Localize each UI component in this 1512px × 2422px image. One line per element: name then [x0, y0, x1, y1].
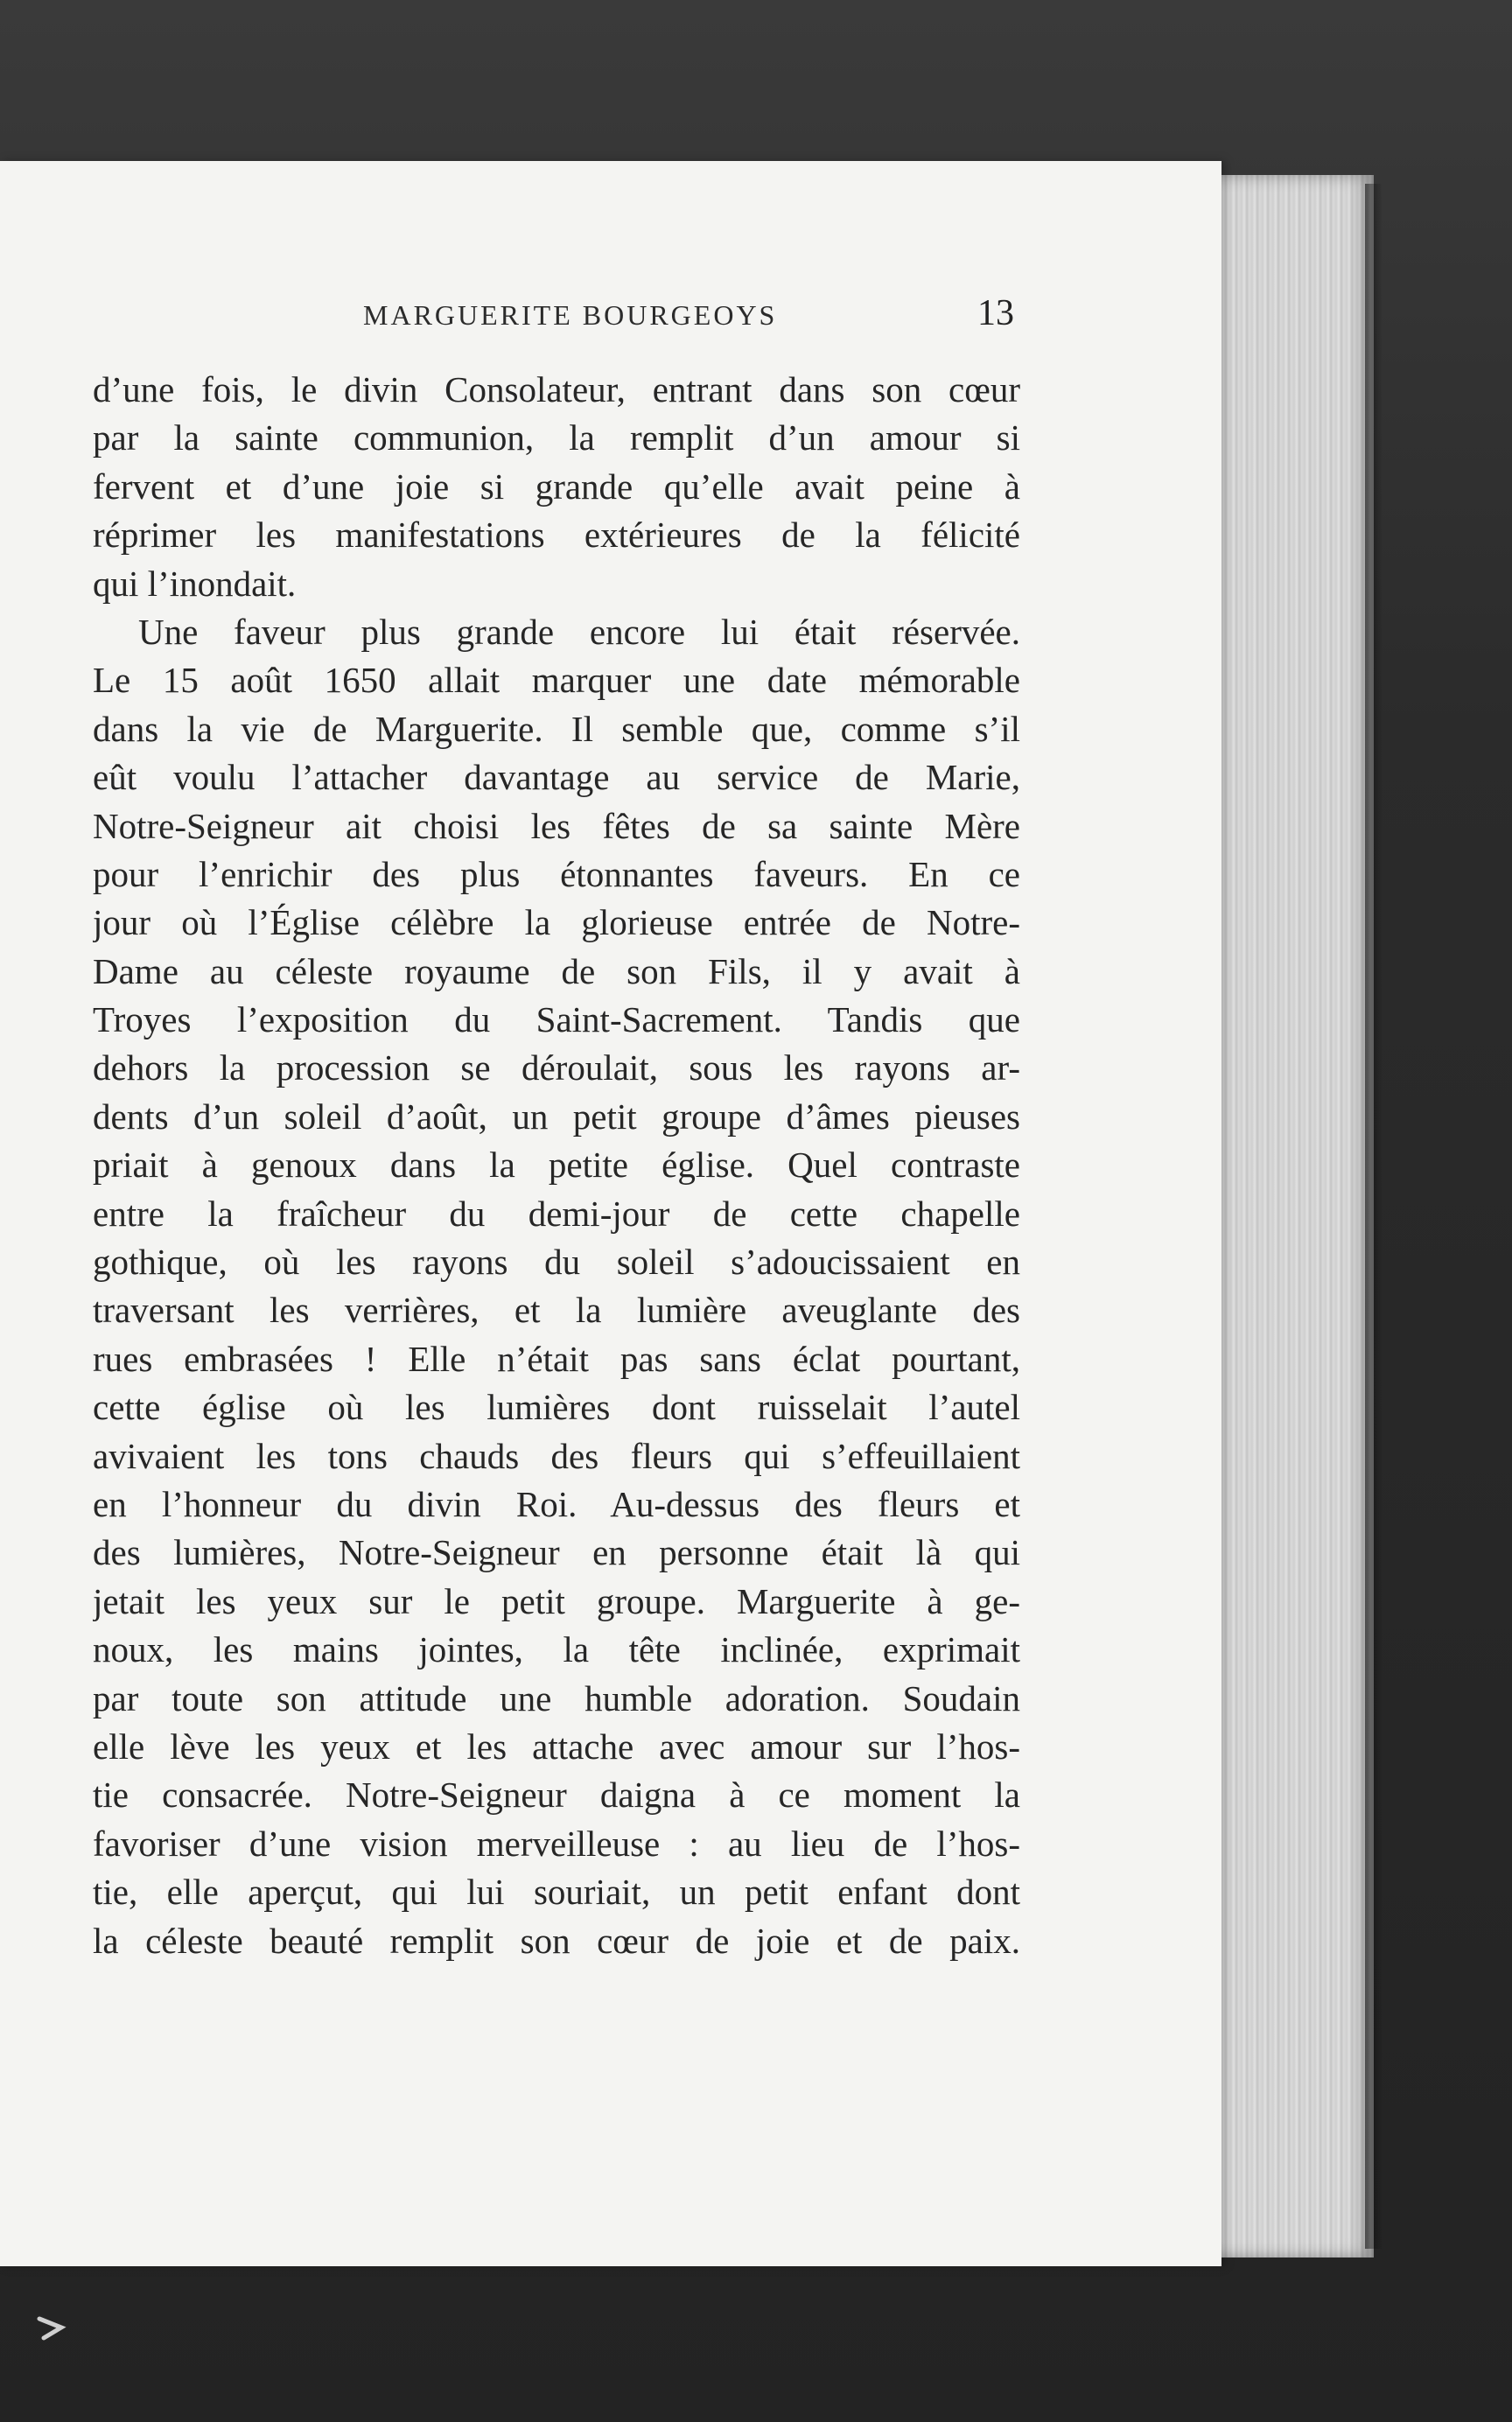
scan-artifact-mark: [35, 2310, 88, 2345]
text-line: Troyes l’exposition du Saint-Sacrement. Tandis que: [93, 999, 1020, 1040]
text-line: par toute son attitude une humble adoration. Soudain: [93, 1677, 1020, 1718]
book-page-edges: [1208, 175, 1374, 2258]
text-line: favoriser d’une vision merveilleuse : au lieu de l’hos-: [93, 1823, 1020, 1864]
text-line: Le 15 août 1650 allait marquer une date mémorable: [93, 660, 1020, 701]
text-line: fervent et d’une joie si grande qu’elle avait peine à: [93, 466, 1020, 507]
running-head: [0, 292, 1222, 345]
text-line: dehors la procession se déroulait, sous les rayons ar-: [93, 1047, 1020, 1088]
text-line: Notre-Seigneur ait choisi les fêtes de sa sainte Mère: [93, 805, 1020, 846]
text-line: traversant les verrières, et la lumière aveuglante des: [93, 1290, 1020, 1331]
text-line: réprimer les manifestations extérieures de la félicité: [93, 514, 1020, 556]
text-line: cette église où les lumières dont ruisselait l’autel: [93, 1387, 1020, 1428]
page-number: 13: [977, 293, 1014, 333]
text-line: Une faveur plus grande encore lui était réservée.: [138, 611, 1020, 652]
text-line: par la sainte communion, la remplit d’un amour si: [93, 417, 1020, 458]
text-line: pour l’enrichir des plus étonnantes faveurs. En ce: [93, 853, 1020, 894]
text-line: dans la vie de Marguerite. Il semble que, comme s’il: [93, 708, 1020, 749]
text-line: jour où l’Église célèbre la glorieuse entrée de Notre-: [93, 902, 1020, 943]
text-line: qui l’inondait.: [93, 563, 297, 604]
book-page: [0, 161, 1222, 2266]
text-line: Dame au céleste royaume de son Fils, il y avait à: [93, 950, 1020, 991]
text-line: gothique, où les rayons du soleil s’adoucissaient en: [93, 1242, 1020, 1283]
text-line: des lumières, Notre-Seigneur en personne était là qui: [93, 1532, 1020, 1573]
text-line: tie, elle aperçut, qui lui souriait, un petit enfant dont: [93, 1872, 1020, 1913]
text-line: entre la fraîcheur du demi-jour de cette chapelle: [93, 1193, 1020, 1234]
body-text: [93, 366, 1020, 1965]
text-line: tie consacrée. Notre-Seigneur daigna à ce moment la: [93, 1774, 1020, 1816]
text-line: en l’honneur du divin Roi. Au-dessus des fleurs et: [93, 1483, 1020, 1524]
text-line: elle lève les yeux et les attache avec amour sur l’hos-: [93, 1726, 1020, 1767]
text-line: eût voulu l’attacher davantage au service de Marie,: [93, 757, 1020, 798]
running-title: MARGUERITE BOURGEOYS: [363, 299, 778, 331]
text-line: jetait les yeux sur le petit groupe. Marguerite à ge-: [93, 1580, 1020, 1621]
text-line: dents d’un soleil d’août, un petit groupe d’âmes pieuses: [93, 1096, 1020, 1137]
book-edge-shadow: [1365, 184, 1382, 2249]
text-line: d’une fois, le divin Consolateur, entrant dans son cœur: [93, 369, 1020, 410]
text-line: la céleste beauté remplit son cœur de joie et de paix.: [93, 1920, 1020, 1961]
text-line: avivaient les tons chauds des fleurs qui s’effeuillaient: [93, 1435, 1020, 1476]
text-line: priait à genoux dans la petite église. Quel contraste: [93, 1144, 1020, 1186]
text-line: noux, les mains jointes, la tête inclinée, exprimait: [93, 1629, 1020, 1670]
text-line: rues embrasées ! Elle n’était pas sans éclat pourtant,: [93, 1338, 1020, 1379]
